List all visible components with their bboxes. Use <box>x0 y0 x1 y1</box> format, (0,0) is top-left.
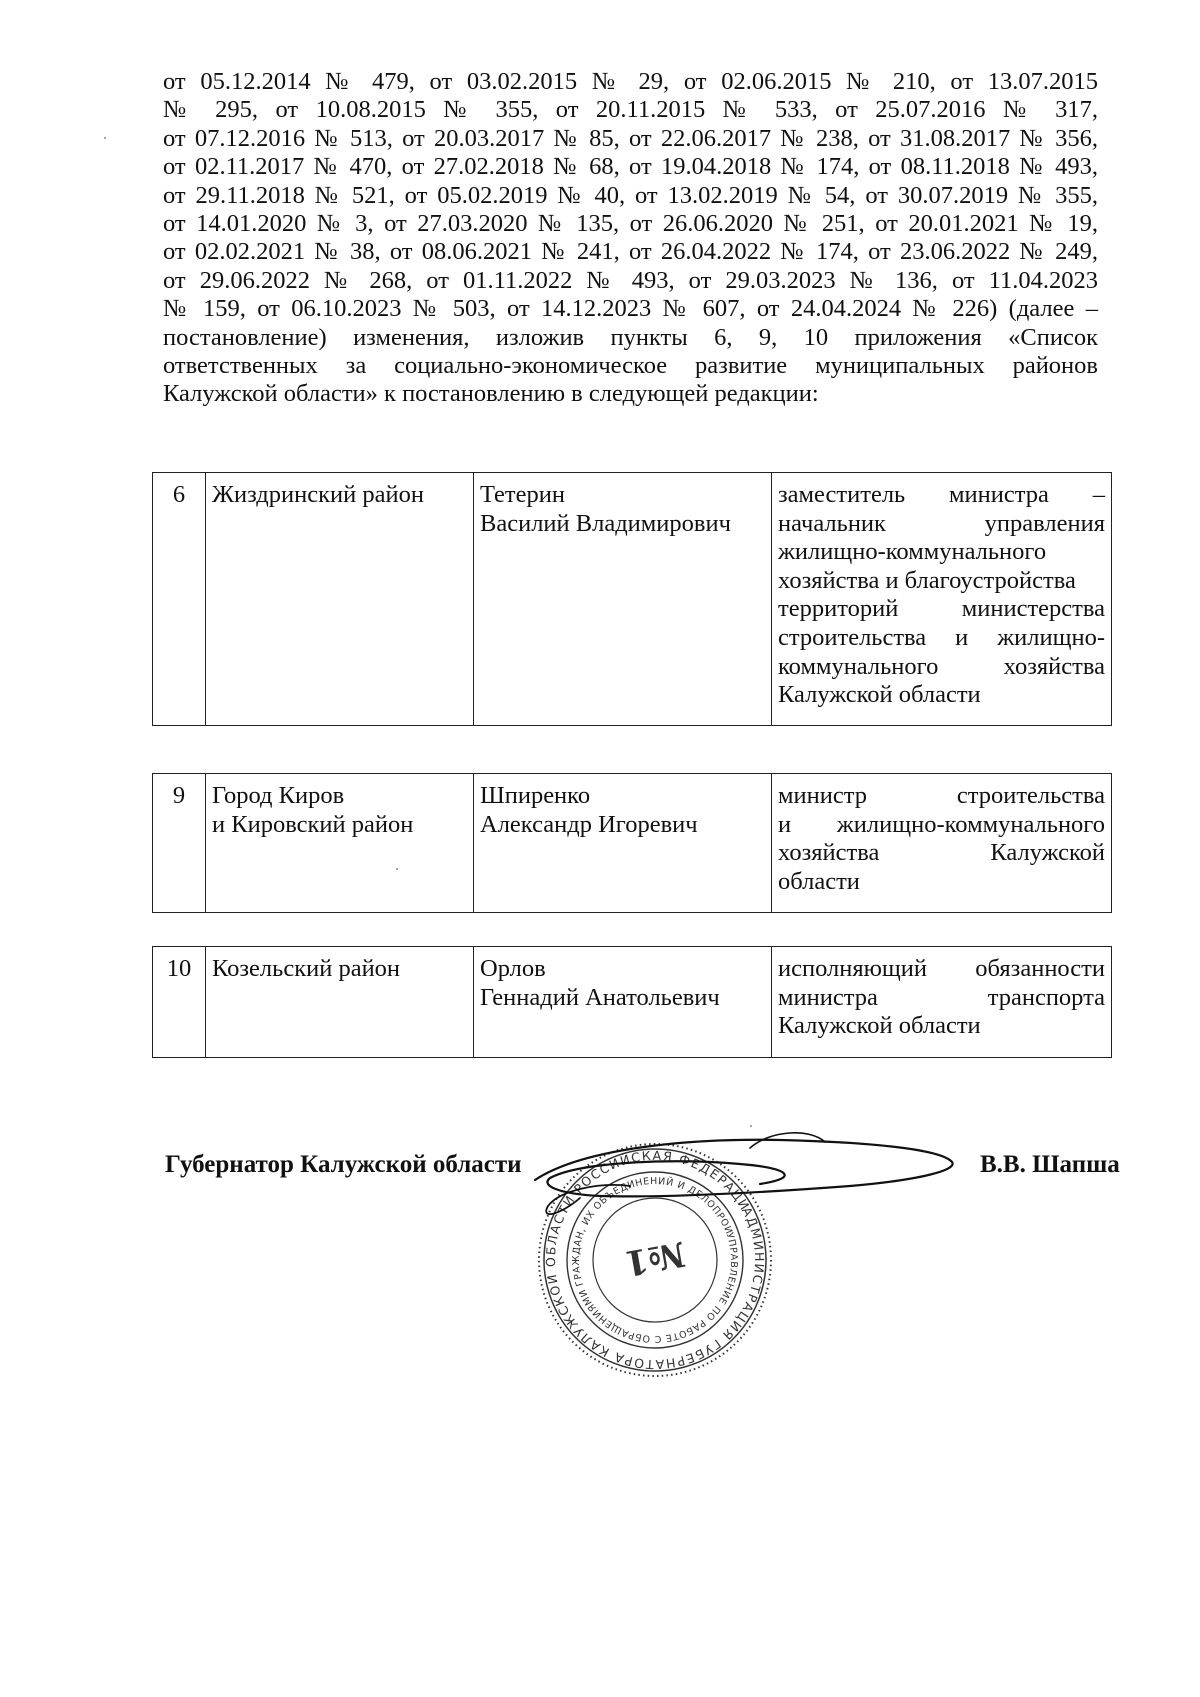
paragraph-line: № 159, от 06.10.2023 № 503, от 14.12.2023 № 607, от 24.04.2024 № 226) (далее – <box>163 295 1098 323</box>
paragraph-line: от 14.01.2020 № 3, от 27.03.2020 № 135, от 26.06.2020 № 251, от 20.01.2021 № 19, <box>163 210 1098 238</box>
position-line: области <box>778 867 860 895</box>
paragraph-line: постановление) изменения, изложив пункты 6, 9, 10 приложения «Список <box>163 323 1098 351</box>
paragraph-line: от 29.06.2022 № 268, от 01.11.2022 № 493, от 29.03.2023 № 136, от 11.04.2023 <box>163 266 1098 294</box>
responsible-row-10 <box>152 946 1112 1058</box>
position-line: министр строительства <box>778 782 1105 809</box>
paragraph-line: от 02.02.2021 № 38, от 08.06.2021 № 241, от 26.04.2022 № 174, от 23.06.2022 № 249, <box>163 238 1098 266</box>
row-number: 6 <box>153 473 206 726</box>
scan-speck <box>104 137 106 139</box>
position-line: Калужской области <box>778 681 981 709</box>
position-line: министра транспорта <box>778 983 1105 1011</box>
district-line: Город Киров <box>212 782 345 809</box>
person-name-cell <box>474 473 772 726</box>
position-line: жилищно-коммунального <box>778 538 1047 566</box>
row-number: 10 <box>153 947 206 1058</box>
paragraph-line: от 29.11.2018 № 521, от 05.02.2019 № 40, от 13.02.2019 № 54, от 30.07.2019 № 355, <box>163 181 1098 209</box>
district-line: Жиздринский район <box>212 481 424 508</box>
district-cell <box>206 473 474 726</box>
position-line: и жилищно-коммунального <box>778 810 1105 838</box>
signatory-title: Губернатор Калужской области <box>165 1151 522 1178</box>
district-cell <box>206 947 474 1058</box>
signatory-name: В.В. Шапша <box>980 1151 1120 1178</box>
surname: Шпиренко <box>480 782 591 809</box>
responsible-row-6 <box>152 472 1112 726</box>
paragraph-line: от 05.12.2014 № 479, от 03.02.2015 № 29, от 02.06.2015 № 210, от 13.07.2015 <box>163 68 1098 95</box>
surname: Тетерин <box>480 481 565 508</box>
paragraph-line: от 07.12.2016 № 513, от 20.03.2017 № 85, от 22.06.2017 № 238, от 31.08.2017 № 356, <box>163 124 1098 152</box>
given-names: Василий Владимирович <box>480 509 731 537</box>
paragraph-line: ответственных за социально-экономическое развитие муниципальных районов <box>163 352 1098 380</box>
seal-outer-text: АДМИНИСТРАЦИЯ ГУБЕРНАТОРА КАЛУЖСКОЙ ОБЛАСТИ РОССИЙСКАЯ ФЕДЕРАЦИЯ <box>542 1147 768 1373</box>
district-line: и Кировский район <box>212 810 414 838</box>
seal-inner-text: УПРАВЛЕНИЕ ПО РАБОТЕ С ОБРАЩЕНИЯМИ ГРАЖДАН, ИХ ОБЪЕДИНЕНИЙ И ДЕЛОПРОИЗВОДСТВА <box>570 1175 740 1345</box>
position-line: заместитель министра – <box>778 481 1105 508</box>
seal-center-number: №1 <box>621 1233 688 1283</box>
surname: Орлов <box>480 955 546 982</box>
position-line: исполняющий обязанности <box>778 955 1105 982</box>
paragraph-line: Калужской области» к постановлению в следующей редакции: <box>163 380 819 408</box>
paragraph-line: от 02.11.2017 № 470, от 27.02.2018 № 68, от 19.04.2018 № 174, от 08.11.2018 № 493, <box>163 153 1098 181</box>
position-line: начальник управления <box>778 509 1105 537</box>
district-cell <box>206 774 474 913</box>
position-cell <box>772 947 1112 1058</box>
row-number: 9 <box>153 774 206 913</box>
given-names: Геннадий Анатольевич <box>480 983 720 1011</box>
given-names: Александр Игоревич <box>480 810 698 838</box>
paragraph-line: № 295, от 10.08.2015 № 355, от 20.11.2015 № 533, от 25.07.2016 № 317, <box>163 96 1098 124</box>
position-cell <box>772 473 1112 726</box>
handwritten-signature <box>520 1120 960 1230</box>
body-paragraph <box>163 68 1098 409</box>
position-line: Калужской области <box>778 1012 981 1040</box>
scan-speck <box>750 1125 752 1127</box>
position-line: строительства и жилищно- <box>778 623 1105 651</box>
responsible-row-9 <box>152 773 1112 913</box>
position-line: хозяйства и благоустройства <box>778 566 1076 594</box>
position-line: территорий министерства <box>778 595 1105 623</box>
person-name-cell <box>474 774 772 913</box>
scan-speck <box>396 868 398 870</box>
district-line: Козельский район <box>212 955 401 982</box>
position-line: хозяйства Калужской <box>778 839 1105 867</box>
person-name-cell <box>474 947 772 1058</box>
position-line: коммунального хозяйства <box>778 652 1105 680</box>
position-cell <box>772 774 1112 913</box>
